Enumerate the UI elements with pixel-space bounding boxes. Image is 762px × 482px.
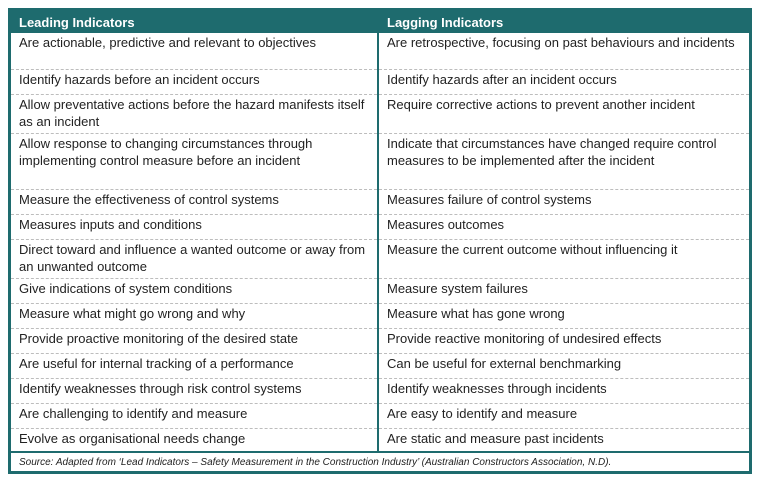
table-header-row [11, 11, 749, 33]
lagging-cell: Indicate that circumstances have changed require control measures to be implemented after the incident [378, 134, 749, 190]
table-row [11, 329, 749, 354]
lagging-cell: Identify hazards after an incident occurs [378, 70, 749, 95]
table-row [11, 134, 749, 190]
lagging-cell: Provide reactive monitoring of undesired effects [378, 329, 749, 354]
leading-cell: Identify hazards before an incident occurs [11, 70, 378, 95]
leading-cell: Provide proactive monitoring of the desired state [11, 329, 378, 354]
leading-cell: Identify weaknesses through risk control systems [11, 379, 378, 404]
table-row [11, 95, 749, 134]
header-lagging-indicators: Lagging Indicators [378, 11, 749, 33]
lagging-cell: Are easy to identify and measure [378, 404, 749, 429]
table-row [11, 190, 749, 215]
lagging-cell: Measure system failures [378, 279, 749, 304]
leading-cell: Measure the effectiveness of control systems [11, 190, 378, 215]
table-row [11, 379, 749, 404]
leading-cell: Give indications of system conditions [11, 279, 378, 304]
leading-cell: Evolve as organisational needs change [11, 429, 378, 454]
table-row [11, 279, 749, 304]
table-row [11, 354, 749, 379]
leading-cell: Are actionable, predictive and relevant to objectives [11, 33, 378, 70]
indicators-table [11, 11, 749, 453]
leading-cell: Are useful for internal tracking of a performance [11, 354, 378, 379]
table-row [11, 240, 749, 279]
lagging-cell: Are retrospective, focusing on past behaviours and incidents [378, 33, 749, 70]
leading-cell: Are challenging to identify and measure [11, 404, 378, 429]
source-caption: Source: Adapted from ‘Lead Indicators – Safety Measurement in the Construction Industry’ (Australian Constructors Association, N.D). [11, 451, 749, 471]
lagging-cell: Are static and measure past incidents [387, 431, 604, 446]
leading-cell: Measures inputs and conditions [11, 215, 378, 240]
lagging-cell: Measures outcomes [378, 215, 749, 240]
table-row [11, 404, 749, 429]
comparison-table-frame [8, 8, 752, 474]
leading-cell: Allow response to changing circumstances through implementing control measure before an incident [11, 134, 378, 190]
leading-cell: Allow preventative actions before the hazard manifests itself as an incident [11, 95, 378, 134]
table-row [11, 304, 749, 329]
lagging-cell: Measure what has gone wrong [378, 304, 749, 329]
table-row [11, 70, 749, 95]
lagging-cell: Identify weaknesses through incidents [378, 379, 749, 404]
lagging-cell: Measure the current outcome without influencing it [378, 240, 749, 279]
lagging-cell: Can be useful for external benchmarking [378, 354, 749, 379]
header-leading-indicators: Leading Indicators [11, 11, 378, 33]
table-row [11, 429, 749, 454]
leading-cell: Measure what might go wrong and why [11, 304, 378, 329]
table-row [11, 215, 749, 240]
leading-cell: Direct toward and influence a wanted outcome or away from an unwanted outcome [11, 240, 378, 279]
lagging-cell: Require corrective actions to prevent another incident [378, 95, 749, 134]
table-row [11, 33, 749, 70]
lagging-cell: Measures failure of control systems [378, 190, 749, 215]
